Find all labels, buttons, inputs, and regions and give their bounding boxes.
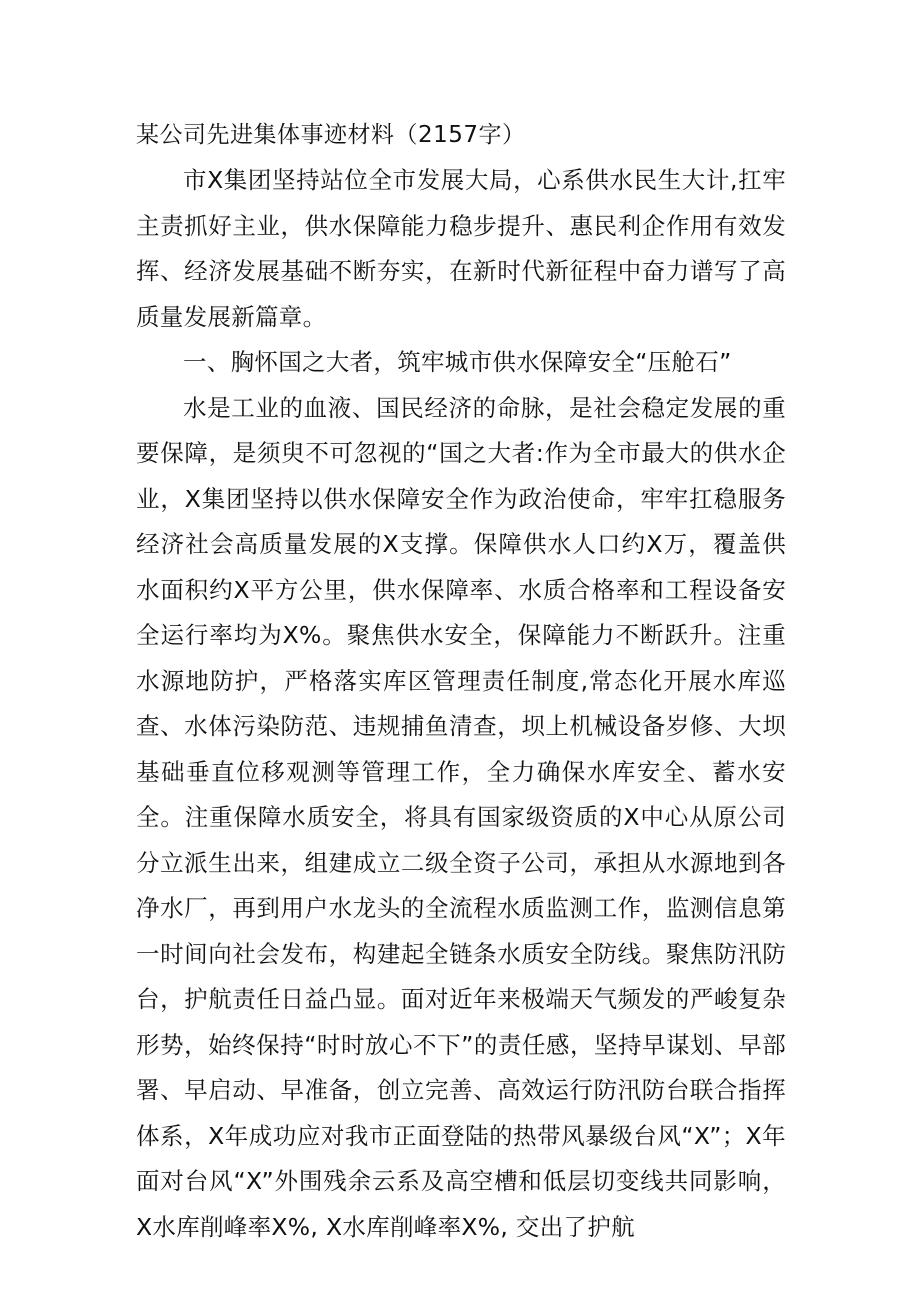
document-title: 某公司先进集体事迹材料（2157字） (136, 122, 526, 148)
section-paragraph: 水是工业的血液、国民经济的命脉，是社会稳定发展的重要保障，是须臾不可忽视的“国之大者:作为全市最大的供水企业，X集团坚持以供水保障安全作为政治使命，牢牢扛稳服务经济社会高质量发展的X支撑。保障供水人口约X万，覆盖供水面积约X平方公里，供水保障率、水质合格率和工程设备安全运行率均为X%。聚焦供水安全，保障能力不断跃升。注重水源地防护，严格落实库区管理责任制度,常态化开展水库巡查、水体污染防范、违规捕鱼清查，坝上机械设备岁修、大坝基础垂直位移观测等管理工作，全力确保水库安全、蓄水安全。注重保障水质安全，将具有国家级资质的X中心从原公司分立派生出来，组建成立二级全资子公司，承担从水源地到各净水厂，再到用户水龙头的全流程水质监测工作，监测信息第一时间向社会发布，构建起全链条水质安全防线。聚焦防汛防台，护航责任日益凸显。面对近年来极端天气频发的严峻复杂形势，始终保持“时时放心不下”的责任感，坚持早谋划、早部署、早启动、早准备，创立完善、高效运行防汛防台联合指挥体系，X年成功应对我市正面登陆的热带风暴级台风“X”；X年面对台风“X”外围残余云系及高空槽和低层切变线共同影响，X水库削峰率X%, X水库削峰率X%, 交出了护航 (136, 393, 786, 1241)
document-body (136, 112, 786, 1250)
section-heading: 一、胸怀国之大者，筑牢城市供水保障安全“压舱石” (183, 348, 732, 376)
intro-paragraph: 市X集团坚持站位全市发展大局，心系供水民生大计,扛牢主责抓好主业，供水保障能力稳步提升、惠民利企作用有效发挥、经济发展基础不断夯实，在新时代新征程中奋力谱写了高质量发展新篇章。 (136, 166, 786, 331)
